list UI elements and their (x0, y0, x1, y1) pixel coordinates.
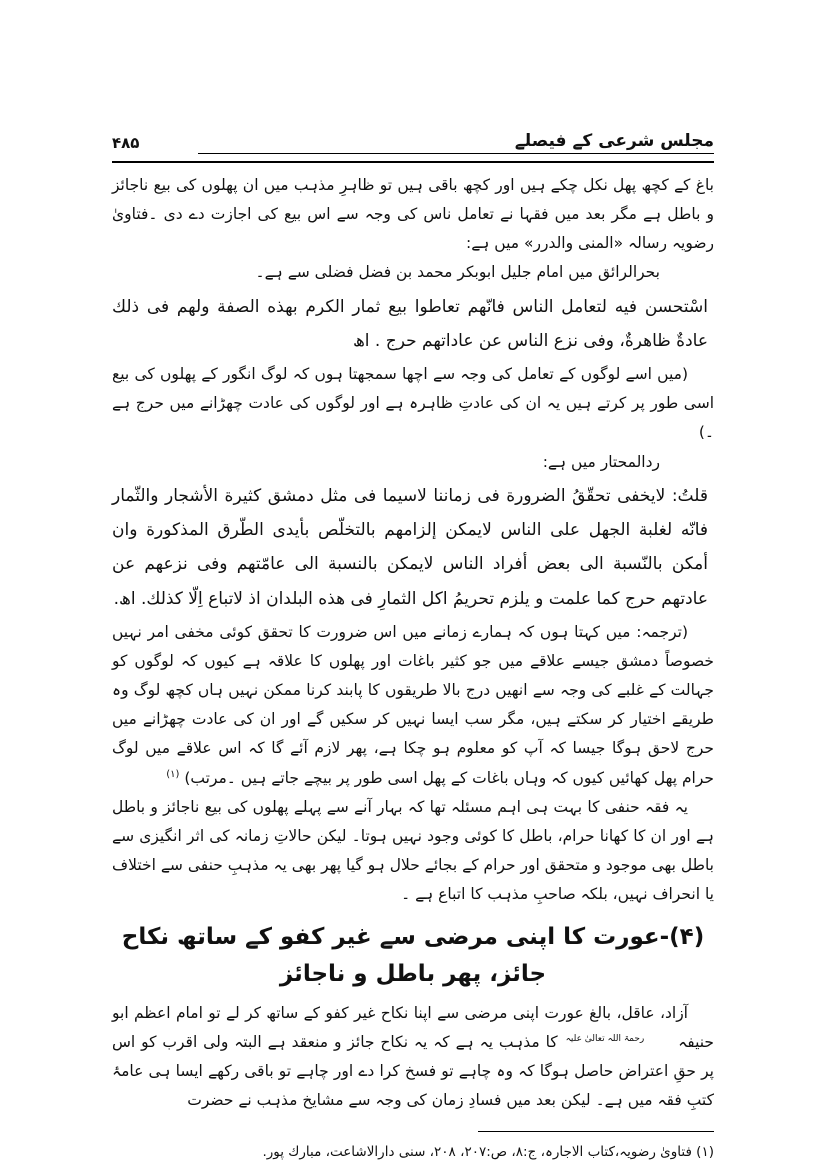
arabic-quote-2: قلتُ: لايخفى تحقّقُ الضرورة فى زماننا لاسيما فى مثل دمشق كثيرة الأشجار والثّمار فانّه لغلبة الجهل على الناس لايمكن إلزامهم بالتخلّص بأيدى الطّرق المذكورة وان أمكن بالنّسبة الى بعض أفراد الناس لايمكن بالنسبة الى عامّتهم وفى نزعهم عن عادتهم حرج كما علمت و يلزم تحريمُ اكل الثمارِ فى هذه البلدان اذ لاتباع اِلّا كذلك. اھ. (112, 485, 708, 609)
page-number: ۴۸۵ (112, 134, 140, 152)
page-content (112, 130, 714, 1164)
honorific-mark: رحمۃ اللہ تعالیٰ علیہ (565, 1033, 645, 1044)
source-line-radd-almuhtar: ردالمحتار میں ہے: (542, 452, 660, 471)
translation-quote-2-text: (ترجمہ: میں کہتا ہوں کہ ہمارے زمانے میں اس ضرورت کا تحقق کوئی مخفی امر نہیں خصوصاً دمشق جیسے علاقے میں جو کثیر باغات اور پھلوں کا علاقہ ہے کیوں کہ لوگوں کو جہالت کے غلبے کی وجہ سے انھیں درج بالا طریقوں کا پابند کرنا ممکن نہیں ہاں کچھ لوگ وہ طریقے اختیار کر سکتے ہیں، مگر سب ایسا نہیں کر سکیں گے اور ان کی عادت چھڑانے میں حرج لاحق ہوگا جیسا کہ آپ کو معلوم ہو چکا ہے، پھر لازم آئے گا کہ اس علاقے میں لوگ حرام پھل کھائیں کیوں کہ وہاں باغات کے پھل اسی طور پر بیچے جاتے ہیں ۔مرتب) (112, 622, 714, 787)
paragraph-ruling-end: کا مذہب یہ ہے کہ یہ نکاح جائز و منعقد ہے البتہ ولی اقرب کو اس پر حقِ اعتراض حاصل ہوگا کہ وہ چاہے تو فسخ کرا دے اور چاہے تو باقی رکھے ایسا ہی عامۂ کتبِ فقہ میں ہے۔ لیکن بعد میں فسادِ زمان کی وجہ سے مشایخ مذہب نے حضرت (112, 1032, 714, 1110)
translation-quote-2 (112, 618, 714, 793)
arabic-quote-1: اسْتحسن فيه لتعامل الناس فانّهم تعاطوا بيع ثمار الكرم بهذه الصفة ولهم فى ذلك عادةٌ ظاهرةٌ، وفى نزع الناس عن عاداتهم حرج . اھ (112, 296, 708, 351)
source-line-bahr-alraiq: بحرالرائق میں امام جلیل ابوبکر محمد بن فضل فضلی سے ہے۔ (255, 263, 660, 282)
header-rule-lower (112, 161, 714, 163)
footnote-reference-1: (۱) (166, 768, 180, 780)
paragraph-intro: باغ کے کچھ پھل نکل چکے ہیں اور کچھ باقی ہیں تو ظاہرِ مذہب میں ان پھلوں کی بیع ناجائز و باطل ہے مگر بعد میں فقہا نے تعامل ناس کی وجہ سے اس بیع کی اجازت دے دی ۔فتاویٰ رضویہ رسالہ «المنی والدرر» میں ہے: (112, 176, 714, 253)
section-heading-nikah: (۴)-عورت کا اپنی مرضی سے غیر کفو کے ساتھ نکاح جائز، پھر باطل و ناجائز (121, 924, 705, 988)
translation-quote-1: (میں اسے لوگوں کے تعامل کی وجہ سے اچھا سمجھتا ہوں کہ لوگ انگور کے پھلوں کی بیع اسی طور پر کرتے ہیں یہ ان کی عادتِ ظاہرہ ہے اور لوگوں کی عادت چھڑانے میں حرج ہے ۔) (112, 365, 714, 442)
paragraph-commentary: یہ فقہ حنفی کا بہت ہی اہم مسئلہ تھا کہ بہار آنے سے پہلے پھلوں کی بیع ناجائز و باطل ہے اور ان کا کھانا حرام، باطل کا کوئی وجود نہیں ہوتا۔ لیکن حالاتِ زمانہ کی اثر انگیزی سے باطل بھی موجود و متحقق اور حرام کے بجائے حلال ہو گیا پھر بھی یہ مذہبِ حنفی سے اختلاف یا انحراف نہیں، بلکہ صاحبِ مذہب کا اتباع ہے ۔ (112, 797, 714, 904)
running-head-title: مجلس شرعی کے فیصلے (514, 131, 714, 151)
header-rule-upper (198, 153, 714, 154)
paragraph-ruling (112, 999, 714, 1116)
footnote-separator-rule (478, 1131, 714, 1132)
page-header (112, 130, 714, 153)
paragraph-ruling-start: آزاد، عاقل، بالغ عورت اپنی مرضی سے اپنا نکاح غیر کفو کے ساتھ کر لے تو امام اعظم ابو حنیفہ (112, 1003, 714, 1051)
footnote-citation: (۱) فتاویٰ رضویہ،کتاب الاجارہ، ج:۸، ص:۲۰۷، ۲۰۸، سنی دارالاشاعت، مبارك پور. (262, 1144, 714, 1161)
